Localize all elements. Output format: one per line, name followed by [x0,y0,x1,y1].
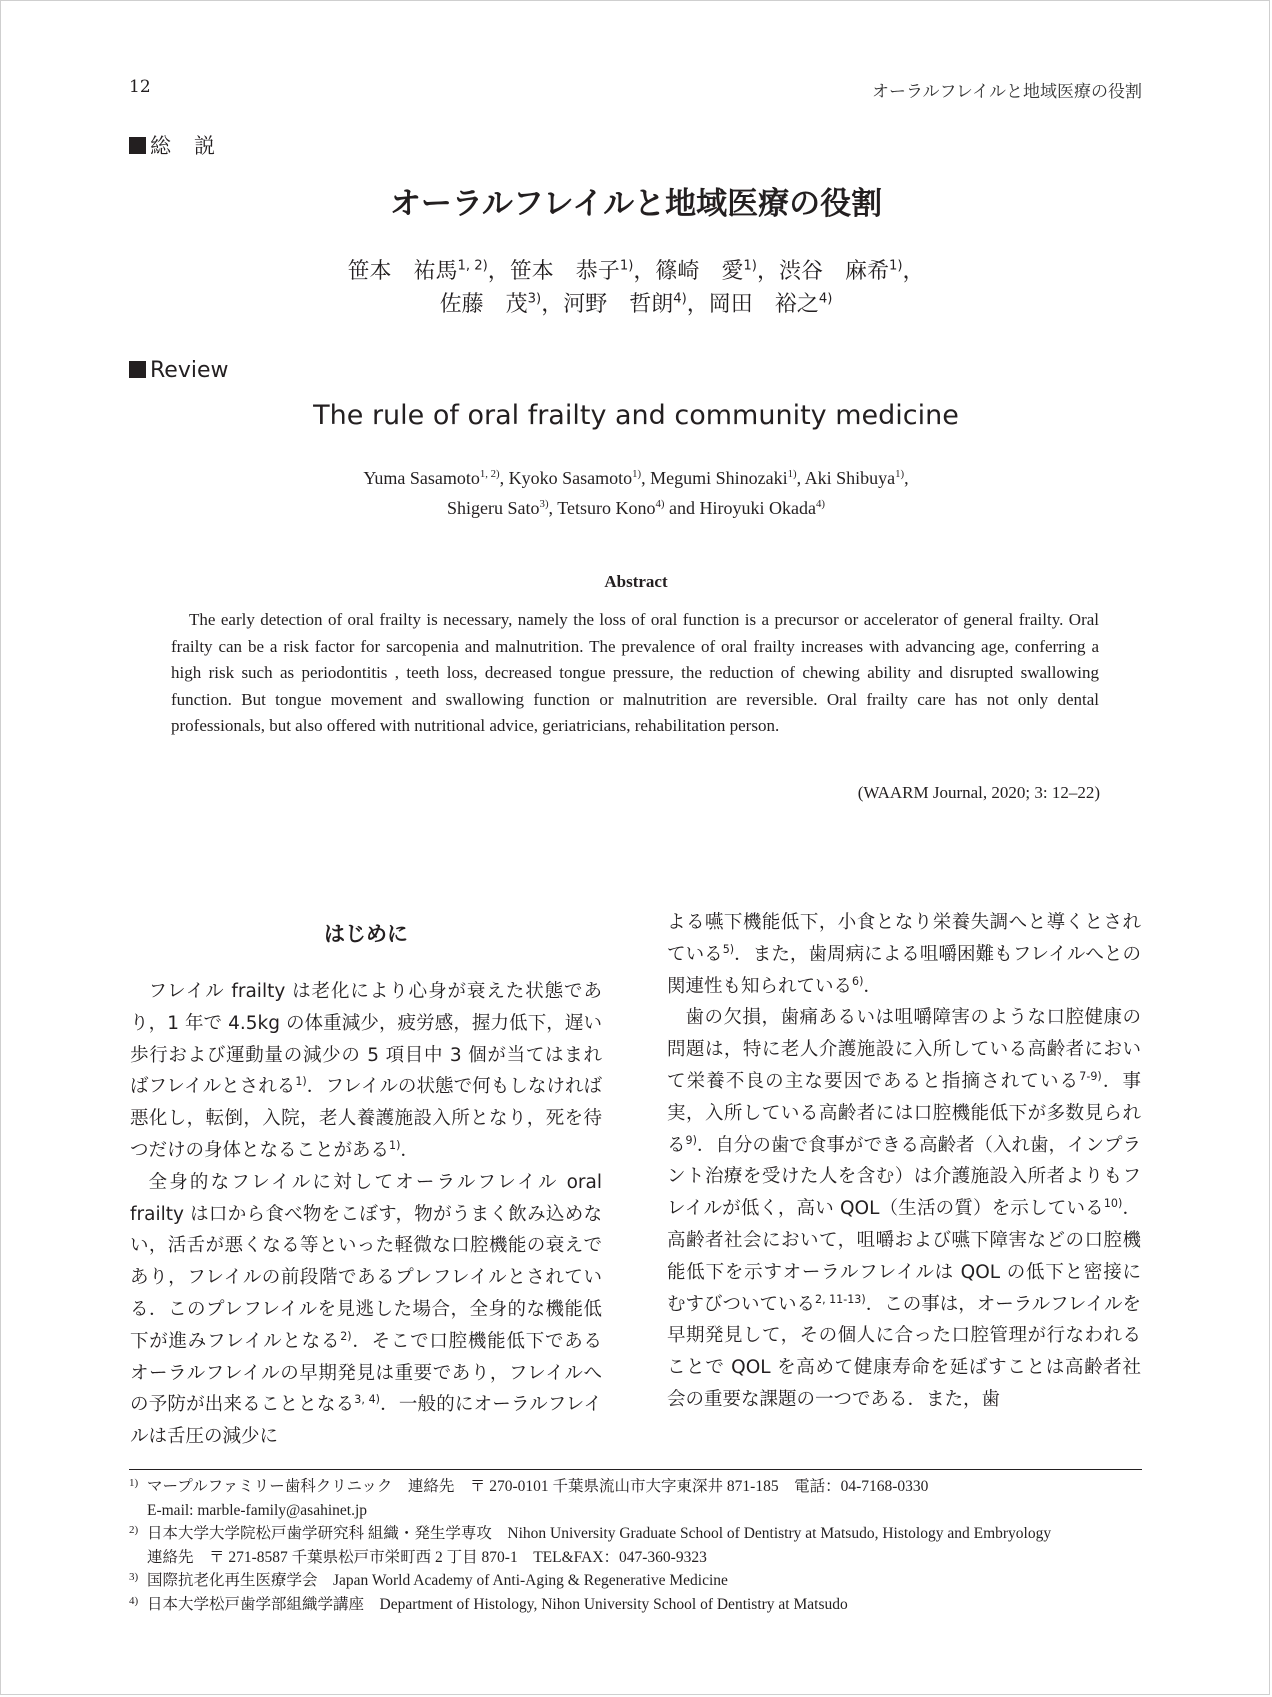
footnote-text: マープルファミリー歯科クリニック 連絡先 〒 270-0101 千葉県流山市大字東深井 871-185 電話：04-7168-0330 [147,1478,929,1495]
footnote-text: 日本大学大学院松戸歯学研究科 組織・発生学専攻 Nihon University Graduate School of Dentistry at Matsudo, Histology and Embryology [147,1525,1052,1542]
body-column-right [667,907,1141,1416]
affiliation-marker: 1, 2) [479,468,500,480]
body-text: ．フレイルの状態で何もしなければ悪化し，転倒，入院，老人養護施設入所となり，死を待つだけの身体となることがある [130,1076,602,1161]
authors-en-line1 [0,463,1272,493]
author-name: 篠崎 愛 [655,259,744,284]
citation-ref: 3, 4) [354,1393,380,1407]
footnote-number: 2) [129,1524,139,1536]
footnote-number: 4) [129,1594,139,1607]
author-name: Kyoko Sasamoto [508,468,633,488]
citation-ref: 1) [295,1075,307,1089]
author-separator: , [641,468,651,488]
affiliation-marker: 3) [539,498,549,510]
section-label-jp-text: 総 説 [150,134,216,158]
footnotes [129,1475,1149,1616]
page-number: 12 [129,77,151,97]
body-text: ．自分の歯で食事ができる高齢者（入れ歯，インプラント治療を受けた人を含む）は介護施設入所者よりもフレイルが低く，高い QOL（生活の質）を示している [667,1134,1141,1220]
authors-jp-line1 [0,255,1272,288]
affiliation-marker: 4) [673,291,687,307]
body-text: ．一般的にオーラルフレイルは舌圧の減少に [130,1394,602,1448]
author-separator: ， [633,259,656,284]
footnote-number: 3) [129,1571,139,1583]
body-text: ．事実，入所している高齢者には口腔機能低下が多数見られる [667,1070,1141,1156]
authors-en [0,463,1272,523]
citation-ref: 6) [852,974,864,988]
author-name: 笹本 恭子 [509,259,620,284]
author-name: Hiroyuki Okada [699,498,816,518]
abstract-text-body: The early detection of oral frailty is necessary, namely the loss of oral function is a precursor or accelerator of general frailty. Oral frailty can be a risk factor for sarcopenia and malnutrition. The prevalence of oral frailty increases with advancing age, conferring a high risk such as periodontitis , teeth loss, decreased tongue pressure, the reduction of chewing ability and disrupted swallowing function. But tongue movement and swallowing function or malnutrition are reversible. Oral frailty care has not only dental professionals, but also offered with nutritional advice, geriatricians, rehabilitation person. [171,610,1099,735]
author-name: 岡田 裕之 [708,292,819,317]
article-title-en: The rule of oral frailty and community medicine [313,400,959,431]
author-name: 佐藤 茂 [439,292,528,317]
paragraph [667,1002,1141,1415]
square-bullet-icon [129,361,146,378]
author-name: 笹本 祐馬 [347,259,458,284]
body-column-left [130,976,602,1453]
affiliation-marker: 4) [818,291,833,307]
body-text: ．また，歯周病による咀嚼困難もフレイルへとの関連性も知られている [667,943,1141,997]
affiliation-marker: 1) [787,468,797,480]
footnote [129,1593,1149,1617]
section-label-en-text: Review [150,358,229,383]
abstract-text [171,607,1099,740]
citation-ref: 2) [340,1329,352,1343]
affiliation-marker: 1) [743,258,757,274]
body-text: ．高齢者社会において，咀嚼および嚥下障害などの口腔機能低下を示すオーラルフレイルは QOL の低下と密接にむすびついている [667,1198,1141,1315]
author-separator: ， [487,259,510,284]
author-separator: , [499,468,509,488]
author-separator: ， [756,259,779,284]
abstract-heading: Abstract [604,572,668,591]
author-name: Aki Shibuya [804,468,896,488]
footnote-continuation: 連絡先 〒 271-8587 千葉県松戸市栄町西 2 丁目 870-1 TEL&FAX：047-360-9323 [147,1548,707,1566]
affiliation-marker: 4) [655,498,665,510]
affiliation-marker: 1, 2) [457,258,488,274]
author-name: Tetsuro Kono [557,498,656,518]
affiliation-marker: 4) [815,498,825,510]
body-text: フレイル frailty は老化により心身が衰えた状態であり，1 年で 4.5kg の体重減少，疲労感，握力低下，遅い歩行および運動量の減少の 5 項目中 3 個が当てはまればフレイルとされる [130,981,602,1098]
authors-jp-line2 [0,288,1272,321]
section-heading: はじめに [324,922,408,946]
authors-jp [0,255,1272,321]
author-separator: ， [686,292,709,317]
author-name: 渋谷 麻希 [778,259,889,284]
footnote-number: 1) [129,1477,139,1489]
running-title: オーラルフレイルと地域医療の役割 [872,82,1142,102]
section-label-en [129,358,229,383]
author-separator: and [664,498,700,518]
author-separator: ， [902,259,925,284]
footnote-text: 日本大学松戸歯学部組織学講座 Department of Histology, Nihon University School of Dentistry at Matsudo [147,1595,848,1613]
footnote [129,1522,1149,1569]
affiliation-marker: 1) [895,468,905,480]
citation-ref: 10) [1103,1197,1123,1211]
footnote [129,1475,1149,1522]
citation-ref: 5) [722,942,735,956]
body-text: ．この事は，オーラルフレイルを早期発見して，その個人に合った口腔管理が行なわれることで QOL を高めて健康寿命を延ばすことは高齢者社会の重要な課題の一つである．また，歯 [667,1293,1141,1410]
footnote [129,1569,1149,1593]
affiliation-marker: 1) [888,258,903,274]
paragraph [667,907,1141,1002]
body-text: ． [863,975,882,997]
citation-ref: 7-9) [1079,1069,1102,1083]
author-name: Shigeru Sato [447,498,540,518]
citation-ref: 2, 11-13) [815,1292,866,1306]
affiliation-marker: 1) [619,258,634,274]
author-separator: , [548,498,558,518]
body-text: ． [400,1139,419,1161]
body-text: よる嚥下機能低下，小食となり栄養失調へと導くとされている [667,912,1141,965]
footnote-continuation: E-mail: marble-family@asahinet.jp [147,1501,368,1519]
paragraph [130,976,602,1167]
article-title-jp: オーラルフレイルと地域医療の役割 [389,186,883,222]
authors-en-line2 [0,493,1272,523]
footnote-text: 国際抗老化再生医療学会 Japan World Academy of Anti-Aging & Regenerative Medicine [147,1572,728,1589]
paragraph [130,1167,602,1453]
author-separator: , [796,468,805,488]
author-separator: ， [541,292,564,317]
author-separator: , [904,468,909,488]
journal-citation: (WAARM Journal, 2020; 3: 12–22) [857,783,1100,802]
footnote-divider [129,1469,1142,1470]
body-text: 歯の欠損，歯痛あるいは咀嚼障害のような口腔健康の問題は，特に老人介護施設に入所している高齢者において栄養不良の主な要因であると指摘されている [667,1007,1141,1092]
citation-ref: 1) [389,1138,401,1152]
citation-ref: 9) [685,1133,697,1147]
affiliation-marker: 3) [527,291,542,307]
author-name: Megumi Shinozaki [650,468,788,488]
author-name: 河野 哲朗 [563,292,674,317]
author-name: Yuma Sasamoto [363,468,480,488]
section-label-jp [129,130,216,160]
square-bullet-icon [129,137,146,154]
affiliation-marker: 1) [632,468,642,480]
body-text: 全身的なフレイルに対してオーラルフレイル oral frailty は口から食べ物をこぼす，物がうまく飲み込めない，活舌が悪くなる等といった軽微な口腔機能の衰えであり，フレイルの前段階であるプレフレイルとされている．このプレフレイルを見逃した場合，全身的な機能低下が進みフレイルとなる [130,1171,602,1352]
body-text: ．そこで口腔機能低下であるオーラルフレイルの早期発見は重要であり，フレイルへの予防が出来ることとなる [130,1330,602,1416]
